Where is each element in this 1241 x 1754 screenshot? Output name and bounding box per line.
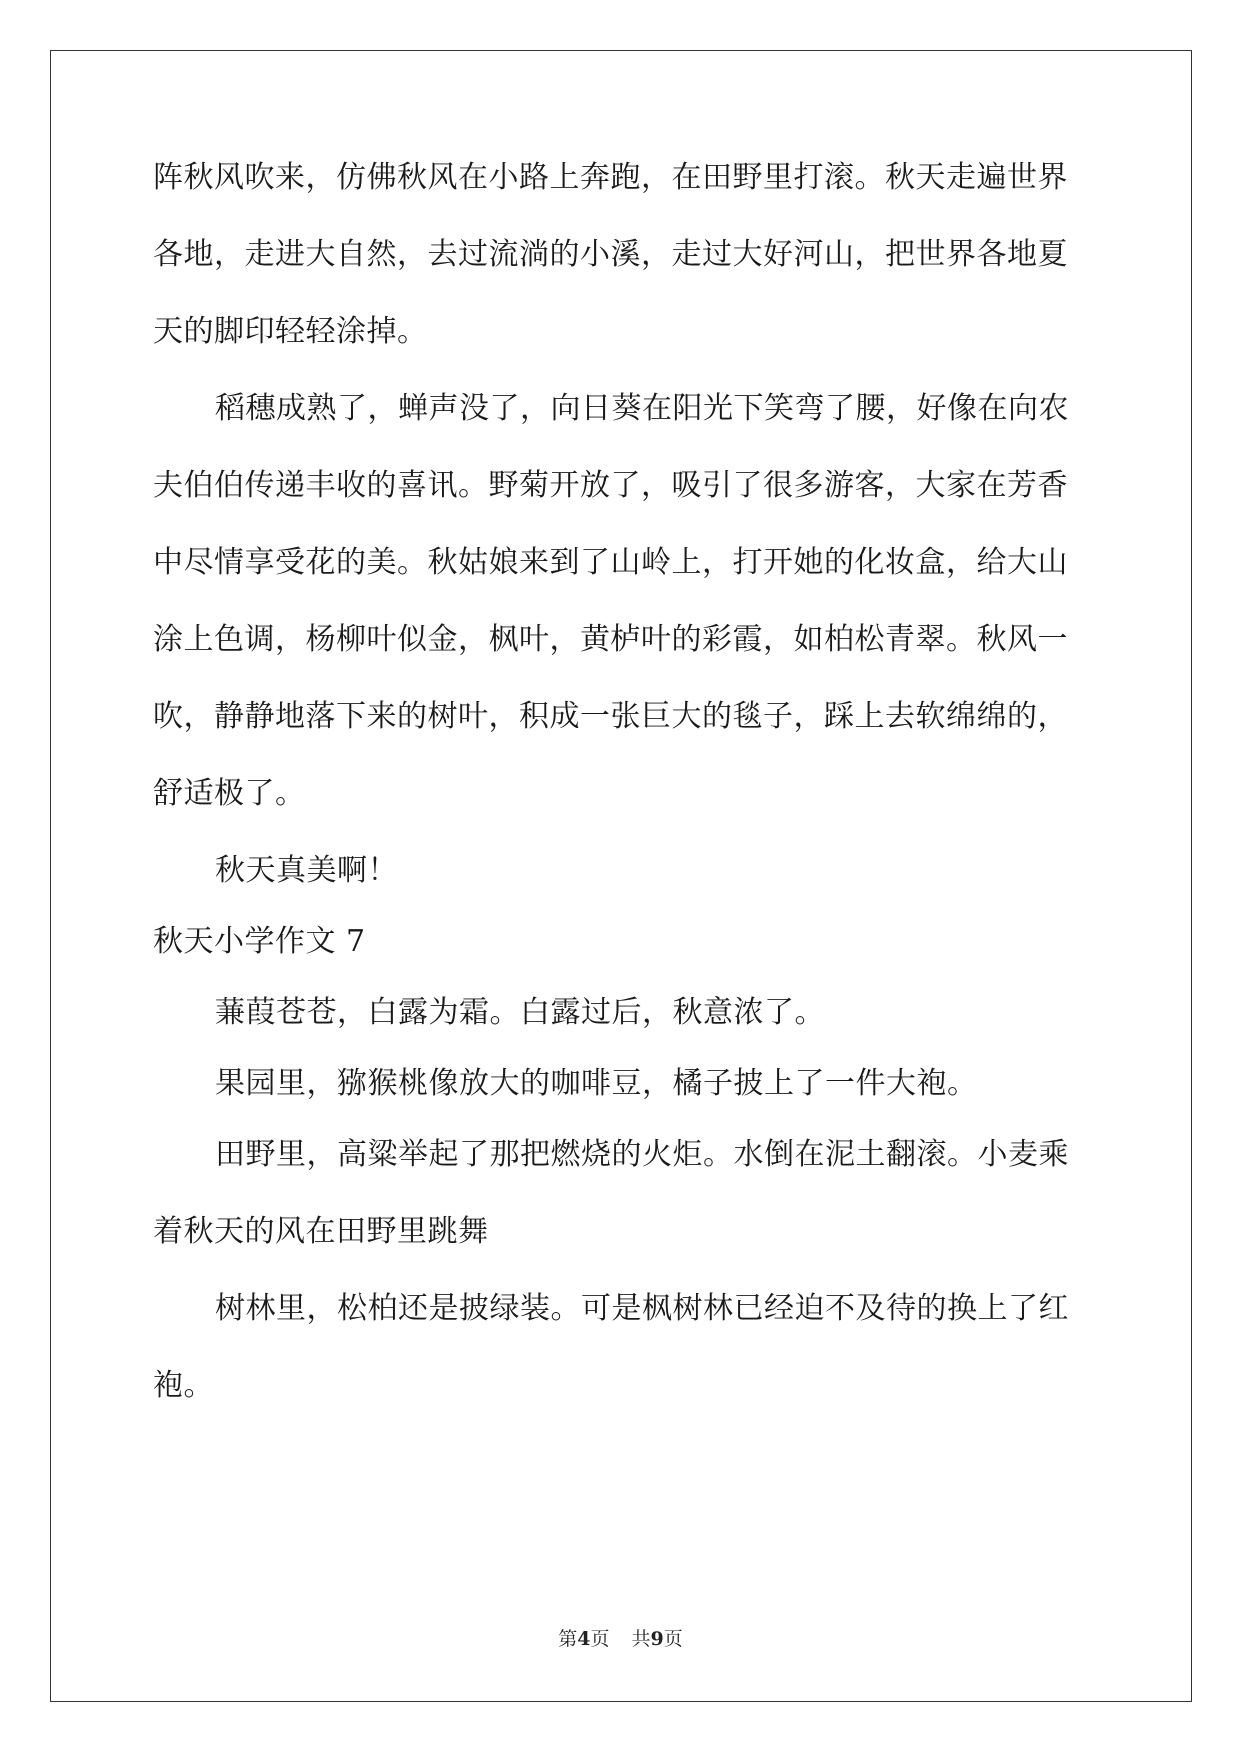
total-pages-number: 9	[650, 1628, 664, 1650]
footer-total-prefix: 共	[631, 1628, 651, 1650]
text-line: 天的脚印轻轻涂掉。	[153, 314, 428, 349]
text-line: 秋天真美啊！	[215, 853, 398, 888]
text-line: 阵秋风吹来，仿佛秋风在小路上奔跑，在田野里打滚。秋天走遍世界	[153, 160, 1068, 195]
footer-total-suffix: 页	[663, 1628, 683, 1650]
text-line: 吹，静静地落下来的树叶，积成一张巨大的毯子，踩上去软绵绵的，	[153, 699, 1068, 734]
footer-prefix: 第	[558, 1628, 578, 1650]
text-line: 中尽情享受花的美。秋姑娘来到了山岭上，打开她的化妆盒，给大山	[153, 545, 1068, 580]
text-line: 着秋天的风在田野里跳舞	[153, 1214, 489, 1249]
footer-page-suffix: 页	[590, 1628, 610, 1650]
text-line: 袍。	[153, 1368, 214, 1403]
text-line: 涂上色调，杨柳叶似金，枫叶，黄栌叶的彩霞，如柏松青翠。秋风一	[153, 622, 1068, 657]
text-line: 稻穗成熟了，蝉声没了，向日葵在阳光下笑弯了腰，好像在向农	[215, 391, 1069, 426]
text-line: 夫伯伯传递丰收的喜讯。野菊开放了，吸引了很多游客，大家在芳香	[153, 468, 1068, 503]
current-page-number: 4	[577, 1628, 591, 1650]
section-heading: 秋天小学作文 7	[153, 924, 366, 959]
text-line: 舒适极了。	[153, 776, 306, 811]
page-footer	[0, 1627, 1241, 1651]
text-line: 蒹葭苍苍，白露为霜。白露过后，秋意浓了。	[215, 995, 825, 1030]
text-line: 树林里，松柏还是披绿装。可是枫树林已经迫不及待的换上了红	[215, 1291, 1069, 1326]
text-line: 各地，走进大自然，去过流淌的小溪，走过大好河山，把世界各地夏	[153, 237, 1068, 272]
text-line: 田野里，高粱举起了那把燃烧的火炬。水倒在泥土翻滚。小麦乘	[215, 1137, 1069, 1172]
text-line: 果园里，猕猴桃像放大的咖啡豆，橘子披上了一件大袍。	[215, 1066, 978, 1101]
